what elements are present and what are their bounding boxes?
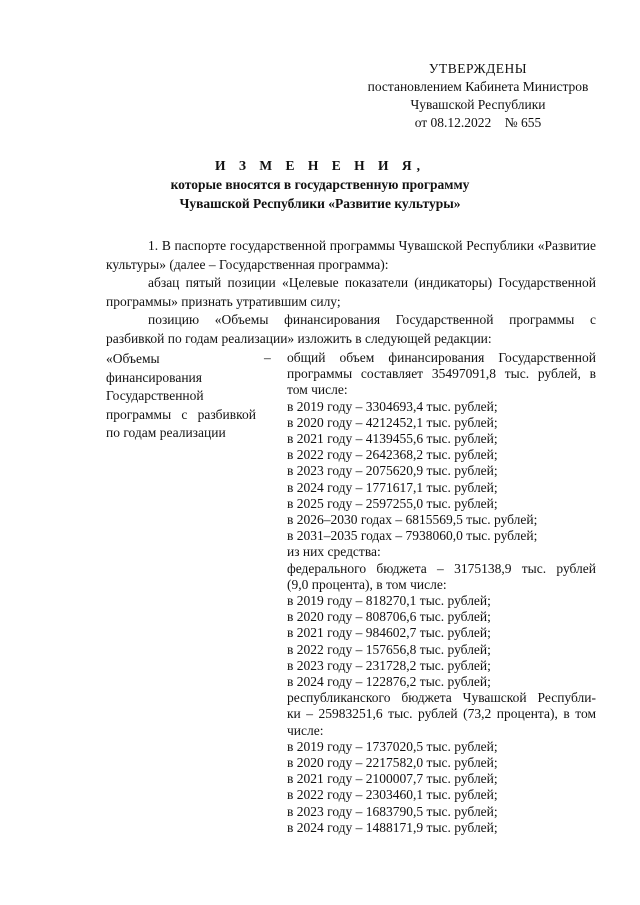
title-main: И З М Е Н Е Н И Я, xyxy=(214,158,425,173)
list-item: в 2021 году – 2100007,7 тыс. рублей; xyxy=(287,771,498,787)
list-item: в 2020 году – 2217582,0 тыс. рублей; xyxy=(287,755,498,771)
intro-section xyxy=(106,237,596,348)
list-item: в 2025 году – 2597255,0 тыс. рублей; xyxy=(287,495,498,511)
list-item: в 2020 году – 4212452,1 тыс. рублей; xyxy=(287,414,498,430)
list-item: в 2022 году – 2303460,1 тыс. рублей; xyxy=(287,787,498,803)
list-item: в 2024 году – 1488171,9 тыс. рублей; xyxy=(287,819,498,835)
approval-line-2: Чувашской Республики xyxy=(410,97,546,112)
total-line-3: том числе: xyxy=(287,382,348,398)
list-item: в 2019 году – 1737020,5 тыс. рублей; xyxy=(287,738,498,754)
list-item: в 2020 году – 808706,6 тыс. рублей; xyxy=(287,609,491,625)
total-line-1: общий объем финансирования Государственной xyxy=(287,350,596,365)
list-item: в 2023 году – 1683790,5 тыс. рублей; xyxy=(287,803,498,819)
list-item: в 2023 году – 2075620,9 тыс. рублей; xyxy=(287,463,498,479)
total-line-2: программы составляет 35497091,8 тыс. рублей, в xyxy=(287,366,596,382)
republic-line-3: числе: xyxy=(287,722,324,738)
approval-heading: УТВЕРЖДЕНЫ xyxy=(428,61,528,76)
list-item: в 2022 году – 157656,8 тыс. рублей; xyxy=(287,641,491,657)
republic-line-2: ки – 25983251,6 тыс. рублей (73,2 процента), в том xyxy=(287,706,596,722)
approval-stamp xyxy=(362,60,594,132)
intro-paragraph-2: абзац пятый позиции «Целевые показатели (индикаторы) Государственной программы» признать утратившим силу; xyxy=(106,275,596,309)
republic-line-1: республиканского бюджета Чувашской Республи- xyxy=(287,690,596,706)
list-item: в 2023 году – 231728,2 тыс. рублей; xyxy=(287,657,491,673)
approval-line-3: от 08.12.2022 № 655 xyxy=(414,115,542,130)
title-subtitle-1: которые вносятся в государственную программу xyxy=(170,177,470,192)
list-item: в 2031–2035 годах – 7938060,0 тыс. рублей; xyxy=(287,528,538,544)
funding-label-cell xyxy=(106,350,272,443)
list-item: в 2024 году – 122876,2 тыс. рублей; xyxy=(287,674,491,690)
list-item: в 2019 году – 818270,1 тыс. рублей; xyxy=(287,593,491,609)
federal-line-1: федерального бюджета – 3175138,9 тыс. рублей xyxy=(287,560,596,576)
list-item: в 2019 году – 3304693,4 тыс. рублей; xyxy=(287,398,498,414)
approval-line-1: постановлением Кабинета Министров xyxy=(367,79,589,94)
funding-label: «Объемы финансирования Государственной программы с разбивкой по годам реализации xyxy=(106,351,256,440)
list-item: в 2021 году – 4139455,6 тыс. рублей; xyxy=(287,431,498,447)
intro-paragraph-1: 1. В паспорте государственной программы Чувашской Республики «Развитие культуры» (далее – Государственная программа): xyxy=(106,238,596,272)
funding-value-cell xyxy=(287,350,596,836)
list-item: в 2022 году – 2642368,2 тыс. рублей; xyxy=(287,447,498,463)
funding-dash: – xyxy=(264,350,271,365)
federal-line-2: (9,0 процента), в том числе: xyxy=(287,576,447,592)
list-item: в 2026–2030 годах – 6815569,5 тыс. рублей; xyxy=(287,512,538,528)
intro-paragraph-3: позицию «Объемы финансирования Государственной программы с разбивкой по годам реализации» изложить в следующей редакции: xyxy=(106,312,596,346)
document-title xyxy=(0,156,640,213)
title-subtitle-2: Чувашской Республики «Развитие культуры» xyxy=(179,196,461,211)
from-them-line: из них средства: xyxy=(287,544,381,560)
list-item: в 2021 году – 984602,7 тыс. рублей; xyxy=(287,625,491,641)
list-item: в 2024 году – 1771617,1 тыс. рублей; xyxy=(287,479,498,495)
